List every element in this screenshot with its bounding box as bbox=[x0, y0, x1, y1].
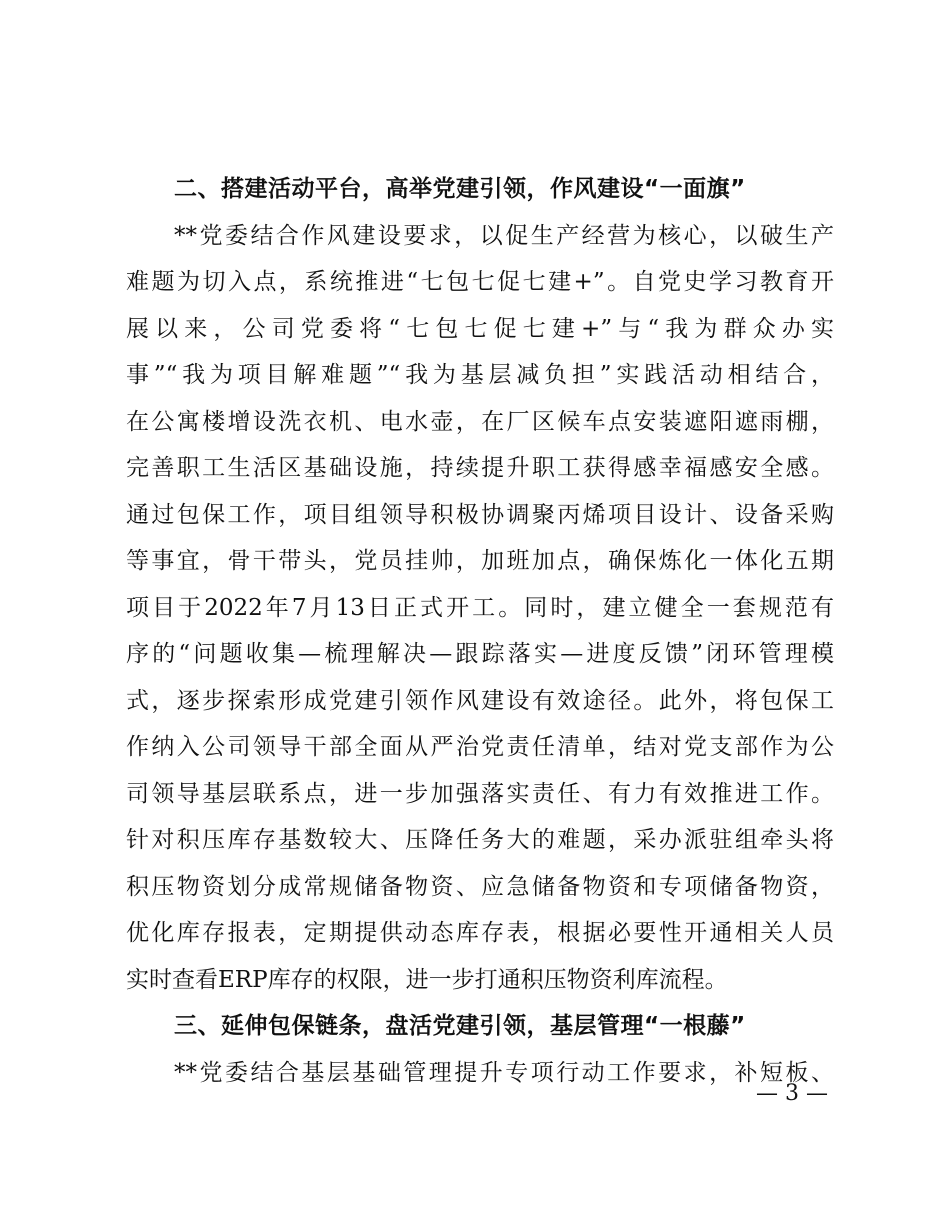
paragraph-line: 序的“问题收集—梳理解决—跟踪落实—进度反馈”闭环管理模 bbox=[126, 641, 834, 667]
paragraph-line: 通过包保工作，项目组领导积极协调聚丙烯项目设计、设备采购 bbox=[126, 501, 834, 528]
paragraph-line: 难题为切入点，系统推进“七包七促七建+”。自党史学习教育开 bbox=[126, 269, 834, 295]
section-3-paragraph bbox=[126, 1050, 834, 1097]
paragraph-line: 项目于2022年7月13日正式开工。同时，建立健全一套规范有 bbox=[126, 594, 834, 621]
section-2-paragraph bbox=[126, 213, 834, 1004]
section-heading-3: 三、延伸包保链条，盘活党建引领，基层管理“一根藤” bbox=[174, 1013, 746, 1039]
paragraph-line: **党委结合基层基础管理提升专项行动工作要求，补短板、 bbox=[174, 1059, 834, 1086]
paragraph-line: 在公寓楼增设洗衣机、电水壶，在厂区候车点安装遮阳遮雨棚， bbox=[126, 408, 834, 435]
paragraph-line: 等事宜，骨干带头，党员挂帅，加班加点，确保炼化一体化五期 bbox=[126, 548, 834, 574]
paragraph-line: 展以来，公司党委将“七包七促七建+”与“我为群众办实 bbox=[126, 315, 834, 342]
paragraph-line: 积压物资划分成常规储备物资、应急储备物资和专项储备物资， bbox=[126, 873, 834, 900]
paragraph-line: 式，逐步探索形成党建引领作风建设有效途径。此外，将包保工 bbox=[126, 687, 834, 714]
paragraph-line: **党委结合作风建设要求，以促生产经营为核心，以破生产 bbox=[174, 222, 834, 249]
paragraph-line: 作纳入公司领导干部全面从严治党责任清单，结对党支部作为公 bbox=[126, 734, 834, 760]
paragraph-line: 实时查看ERP库存的权限，进一步打通积压物资利库流程。 bbox=[126, 966, 728, 993]
document-body bbox=[126, 166, 834, 1096]
paragraph-line: 针对积压库存基数较大、压降任务大的难题，采办派驻组牵头将 bbox=[126, 827, 834, 853]
paragraph-line: 事”“我为项目解难题”“我为基层减负担”实践活动相结合， bbox=[126, 362, 834, 388]
section-heading-2: 二、搭建活动平台，高举党建引领，作风建设“一面旗” bbox=[174, 176, 746, 202]
paragraph-line: 优化库存报表，定期提供动态库存表，根据必要性开通相关人员 bbox=[126, 920, 834, 946]
page-number: — 3 — bbox=[756, 1081, 828, 1106]
paragraph-line: 完善职工生活区基础设施，持续提升职工获得感幸福感安全感。 bbox=[126, 455, 834, 481]
paragraph-line: 司领导基层联系点，进一步加强落实责任、有力有效推进工作。 bbox=[126, 780, 834, 807]
